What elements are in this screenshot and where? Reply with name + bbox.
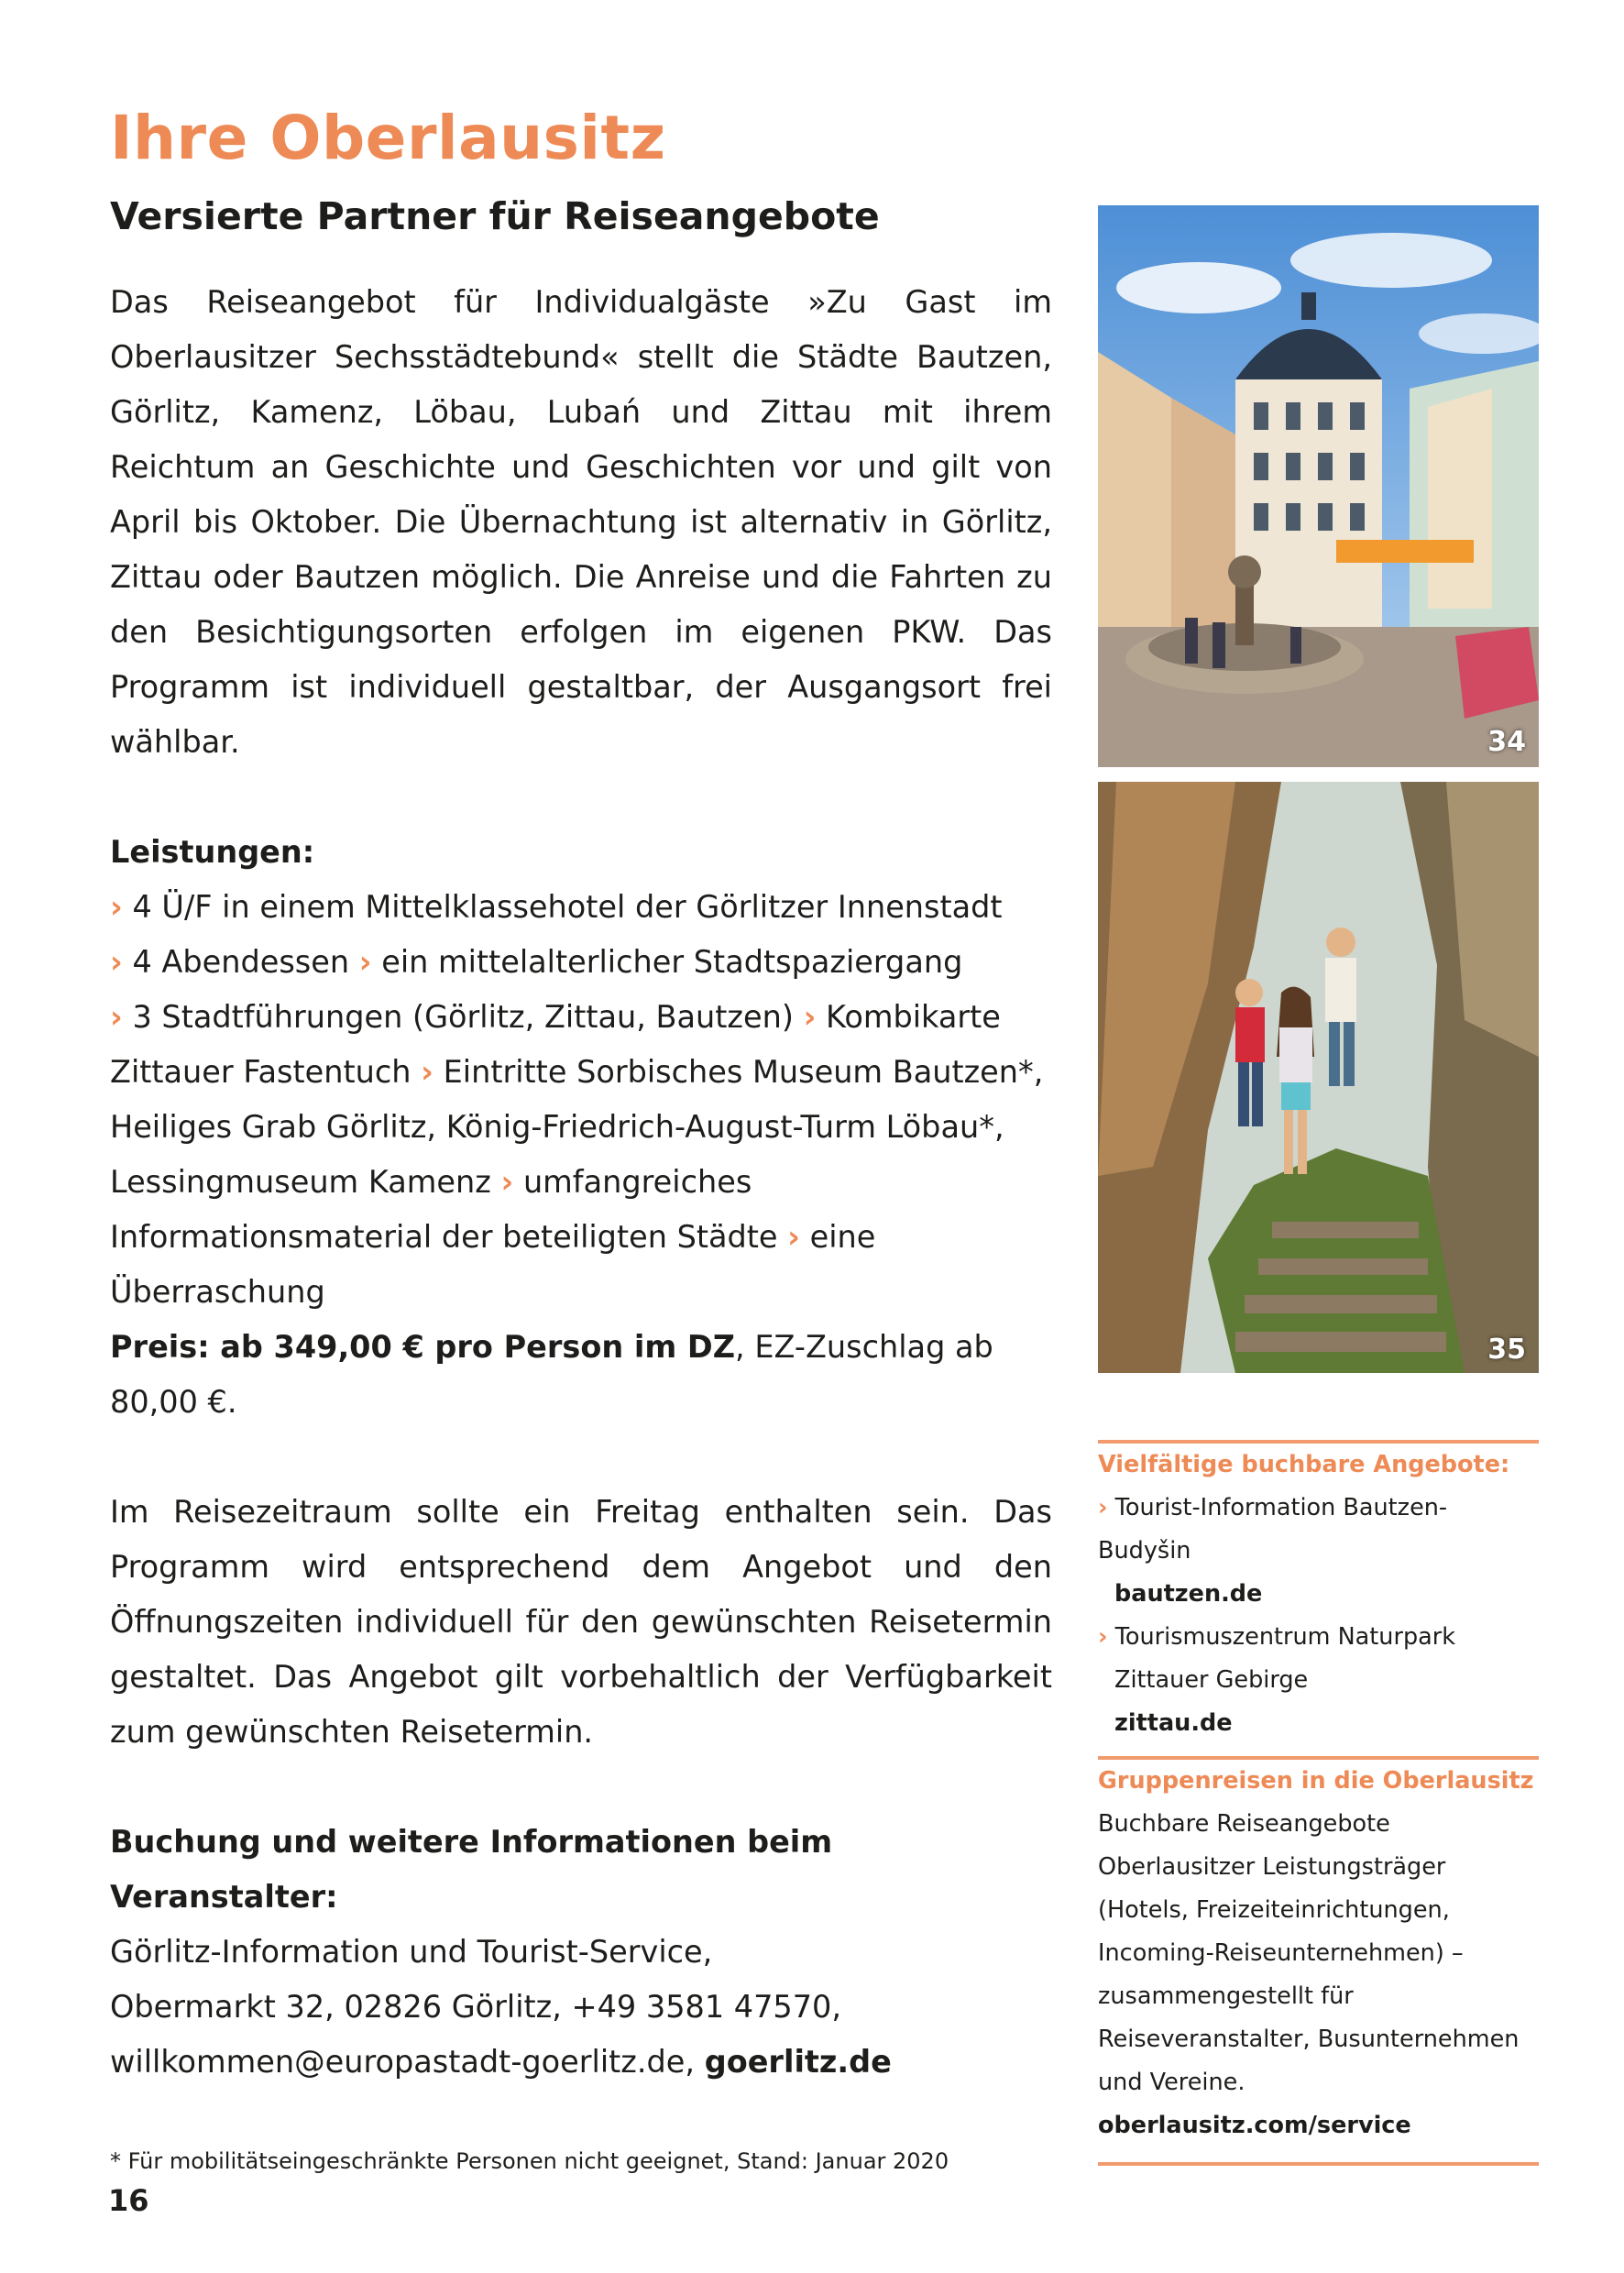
service-item: umfangreiches Informationsmaterial der beteiligten Städte [110,1164,778,1255]
service-item: 3 Stadtführungen (Görlitz, Zittau, Bautzen) [132,999,794,1035]
arrow-icon: › [500,1164,514,1200]
arrow-icon: › [1098,1623,1108,1651]
price-rest: , EZ-Zuschlag ab 80,00 €. [110,1329,993,1420]
booking-heading: Buchung und weitere Informationen beim Veranstalter: [110,1824,833,1915]
divider [1098,1756,1539,1760]
town-square-illustration [1098,205,1539,767]
arrow-icon: › [110,889,123,925]
photo-town-square [1098,205,1539,767]
arrow-icon: › [1098,1494,1108,1521]
photo-number: 34 [1487,726,1526,758]
hikers-illustration [1098,782,1539,1373]
sidebar-link-service[interactable]: oberlausitz.com/service [1098,2112,1411,2139]
arrow-icon: › [787,1219,800,1255]
arrow-icon: › [110,999,123,1035]
price-line [110,1320,1052,1430]
photo-number: 35 [1487,1334,1526,1366]
sidebar-item [1098,1616,1539,1659]
sidebar-link-bautzen[interactable]: bautzen.de [1114,1580,1263,1608]
sidebar-link-zittau[interactable]: zittau.de [1114,1709,1233,1737]
arrow-icon: › [110,944,123,980]
sidebar-heading-groups: Gruppenreisen in die Oberlausitz [1098,1767,1534,1795]
arrow-icon: › [358,944,372,980]
service-item: Kombikarte Zittauer Fastentuch [110,999,1001,1090]
service-item: 4 Abendessen [132,944,350,980]
intro-paragraph: Das Reiseangebot für Individualgäste »Zu Gast im Oberlausitzer Sechsstädtebund« stellt die Städte Bautzen, Görlitz, Kamenz, Löbau, Lubań und Zittau mit ihrem Reichtum an Geschichte und Geschichten vor und gilt von April bis Oktober. Die Übernachtung ist alternativ in Görlitz, Zittau oder Bautzen möglich. Die Anreise und die Fahrten zu den Besichtigungsorten erfolgen im eigenen PKW. Das Programm ist individuell gestaltbar, der Ausgangsort frei wählbar. [110,284,1052,760]
page-title: Ihre Oberlausitz [110,103,666,173]
divider [1098,2162,1539,2166]
service-item: ein mittelalterlicher Stadtspaziergang [381,944,963,980]
booking-email[interactable]: willkommen@europastadt-goerlitz.de, [110,2044,696,2080]
service-item: Eintritte Sorbisches Museum Bautzen*, Heiliges Grab Görlitz, König-Friedrich-August-Turm Löbau*, Lessingmuseum Kamenz [110,1054,1044,1200]
services-heading: Leistungen: [110,834,315,870]
price-bold: Preis: ab 349,00 € pro Person im DZ [110,1329,736,1365]
arrow-icon: › [421,1054,433,1090]
photo-hikers [1098,782,1539,1373]
sidebar-item [1098,1487,1539,1573]
booking-address [110,1925,1052,2090]
sidebar-group-text: Buchbare Reiseangebote Oberlausitzer Leistungsträger (Hotels, Freizeiteinrichtungen, Incoming-Reiseunternehmen) – zusammengestellt für Reiseveranstalter, Busunternehmen und Vereine. [1098,1810,1520,2096]
booking-line2: Obermarkt 32, 02826 Görlitz, +49 3581 47570, [110,1989,842,2025]
service-item: 4 Ü/F in einem Mittelklassehotel der Görlitzer Innenstadt [132,889,1003,925]
page-subtitle: Versierte Partner für Reiseangebote [110,194,880,238]
services-list [110,880,1052,1320]
page-number: 16 [108,2183,149,2218]
booking-line1: Görlitz-Information und Tourist-Service, [110,1934,713,1970]
info-sidebar [1098,1440,1539,2166]
sidebar-item-label: Tourismuszentrum Naturpark [1114,1623,1456,1651]
divider [1098,1440,1539,1444]
sidebar-heading-offers: Vielfältige buchbare Angebote: [1098,1451,1510,1478]
sidebar-item-label-cont: Zittauer Gebirge [1114,1666,1309,1694]
booking-web-link[interactable]: goerlitz.de [704,2044,892,2080]
main-column [110,275,1052,2180]
arrow-icon: › [803,999,817,1035]
service-item: eine Überraschung [110,1219,876,1310]
sidebar-item-label: Tourist-Information Bautzen-Budyšin [1098,1494,1448,1565]
note-paragraph: Im Reisezeitraum sollte ein Freitag enthalten sein. Das Programm wird entsprechend dem Angebot und den Öffnungszeiten individuell für den gewünschten Reisetermin gestaltet. Das Angebot gilt vorbehaltlich der Verfügbarkeit zum gewünschten Reisetermin. [110,1494,1052,1750]
footnote: * Für mobilitätseingeschränkte Personen nicht geeignet, Stand: Januar 2020 [110,2148,949,2174]
